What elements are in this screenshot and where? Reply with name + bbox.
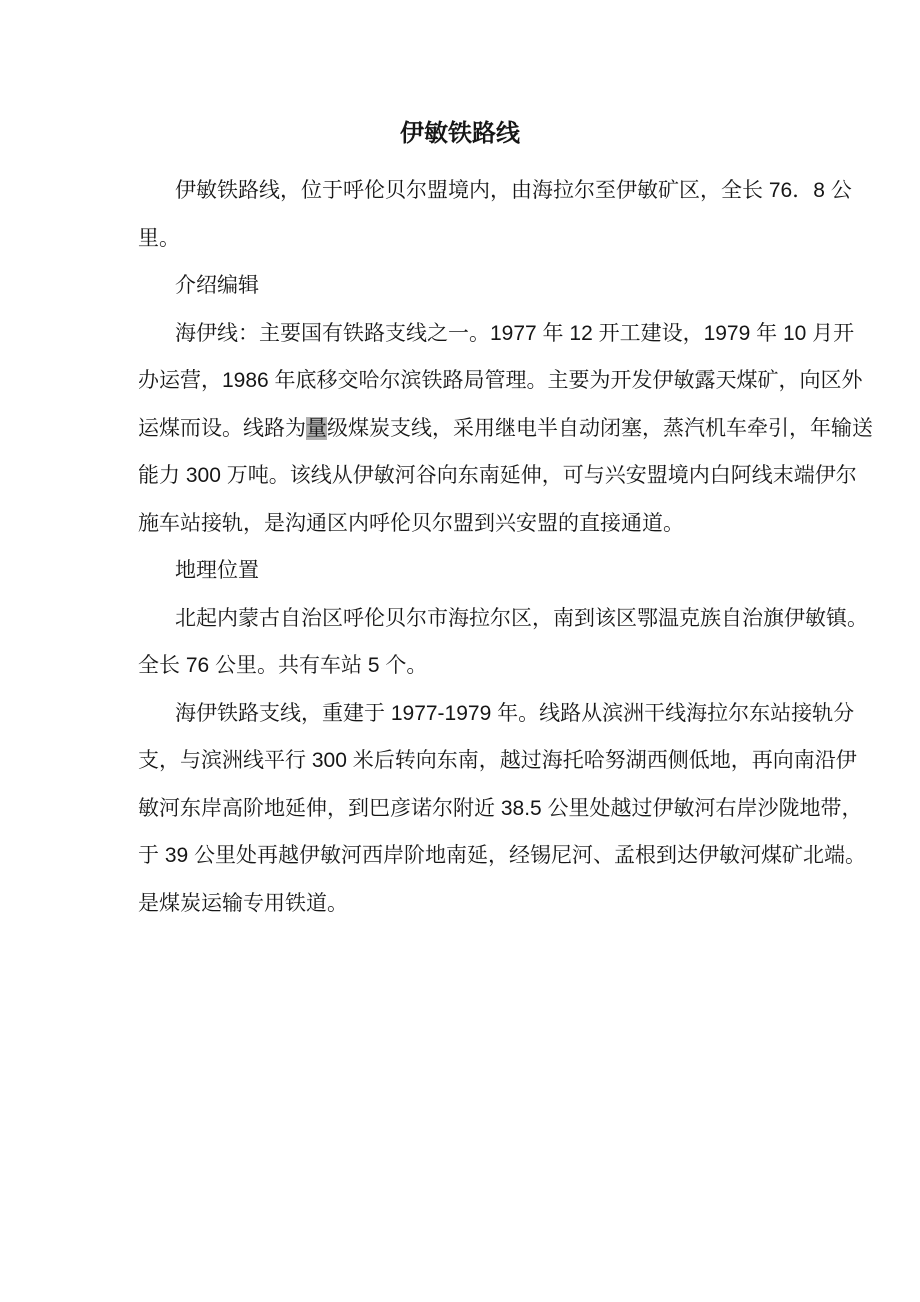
paragraph <box>138 690 867 928</box>
document-title: 伊敏铁路线 <box>400 120 520 147</box>
text-segment: 运煤而设。线路为 <box>138 416 306 440</box>
text-segment: 级煤炭支线，采用继电半自动闭塞，蒸汽机车牵引，年输送 <box>327 416 873 440</box>
text-line: 里。 <box>138 226 180 250</box>
paragraph-heading-intro <box>138 262 816 310</box>
text-line: 北起内蒙古自治区呼伦贝尔市海拉尔区，南到该区鄂温克族自治旗伊敏镇。 <box>175 606 868 630</box>
text-line: 伊敏铁路线，位于呼伦贝尔盟境内，由海拉尔至伊敏矿区，全长 76．8 公 <box>175 179 852 202</box>
text-line: 于 39 公里处再越伊敏河西岸阶地南延，经锡尼河、孟根到达伊敏河煤矿北端。 <box>138 844 867 867</box>
text-line: 能力 300 万吨。该线从伊敏河谷向东南延伸，可与兴安盟境内白阿线末端伊尔 <box>138 464 857 487</box>
highlighted-character: 量 <box>306 416 327 440</box>
text-line: 敏河东岸高阶地延伸，到巴彦诺尔附近 38.5 公里处越过伊敏河右岸沙陇地带， <box>138 796 863 820</box>
paragraph <box>138 595 868 690</box>
text-line: 是煤炭运输专用铁道。 <box>138 891 348 915</box>
text-line: 海伊线：主要国有铁路支线之一。1977 年 12 开工建设，1979 年 10 月开 <box>175 321 855 345</box>
section-heading: 介绍编辑 <box>175 274 259 297</box>
text-line: 支，与滨洲线平行 300 米后转向东南，越过海托哈努湖西侧低地，再向南沿伊 <box>138 749 857 772</box>
text-line: 办运营，1986 年底移交哈尔滨铁路局管理。主要为开发伊敏露天煤矿，向区外 <box>138 369 863 392</box>
text-line: 全长 76 公里。共有车站 5 个。 <box>138 654 428 677</box>
document-body <box>138 167 873 927</box>
paragraph-heading-location <box>138 547 816 595</box>
text-line: 施车站接轨，是沟通区内呼伦贝尔盟到兴安盟的直接通道。 <box>138 511 684 535</box>
text-line: 海伊铁路支线，重建于 1977-1979 年。线路从滨洲干线海拉尔东站接轨分 <box>175 701 855 725</box>
paragraph <box>138 167 852 262</box>
section-heading: 地理位置 <box>175 559 259 582</box>
text-line <box>138 405 873 453</box>
paragraph <box>138 310 873 548</box>
